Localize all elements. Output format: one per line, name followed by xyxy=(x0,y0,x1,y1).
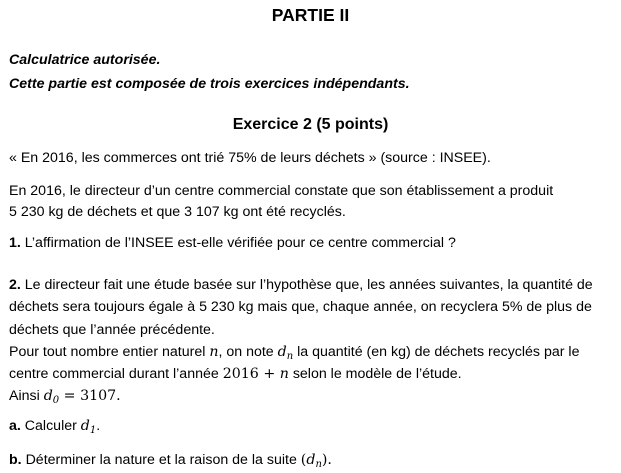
seq-d-letter: d xyxy=(277,344,287,360)
question-1 xyxy=(9,233,456,253)
variable-n: n xyxy=(209,344,219,360)
q2-l4-text-c: la quantité (en kg) de déchets recyclés par le xyxy=(293,344,580,360)
context-line-2: 5 230 kg de déchets et que 3 107 kg ont été recyclés. xyxy=(9,204,346,220)
q2-l4-text-b: , on note xyxy=(218,344,278,360)
question-2-line-2: déchets sera toujours égale à 5 230 kg mais que, chaque année, on recyclera 5% de plus de xyxy=(9,299,592,315)
question-2-line-5 xyxy=(9,364,462,384)
intro-quote: « En 2016, les commerces ont trié 75% de leurs déchets » (source : INSEE). xyxy=(9,150,491,166)
year-expression: 2016 + xyxy=(222,366,280,382)
year-variable-n: n xyxy=(279,366,289,382)
d-zero-value: = 3107. xyxy=(59,388,121,404)
q2-l5-text-a: centre commercial durant l’année xyxy=(9,366,223,382)
d-one xyxy=(81,418,96,434)
sequence-dn xyxy=(306,452,322,468)
question-2-text-1: Le directeur fait une étude basée sur l’hypothèse que, les années suivantes, la quantité de xyxy=(24,277,593,293)
question-2-line-4 xyxy=(9,342,579,362)
q2-l4-text-a: Pour tout nombre entier naturel xyxy=(9,344,210,360)
question-2-line-1 xyxy=(9,275,593,295)
question-2a-text: Calculer xyxy=(24,418,81,434)
question-1-number: 1. xyxy=(9,235,21,251)
d-zero-index: 0 xyxy=(52,395,60,406)
q2-l6-text-a: Ainsi xyxy=(9,388,44,404)
question-2b-text: Déterminer la nature et la raison de la suite xyxy=(25,452,301,468)
exercise-title: Exercice 2 (5 points) xyxy=(232,116,389,133)
question-2a xyxy=(9,416,100,436)
paren-close: ). xyxy=(321,452,332,468)
question-2-number: 2. xyxy=(9,277,21,293)
d-zero-letter: d xyxy=(43,388,53,404)
q2-l5-text-b: selon le modèle de l’étude. xyxy=(288,366,462,382)
d-one-index: 1 xyxy=(89,425,97,436)
question-2b-label: b. xyxy=(9,452,22,468)
question-2a-label: a. xyxy=(9,418,21,434)
seq-d-index: n xyxy=(286,351,294,362)
instruction-calculator: Calculatrice autorisée. xyxy=(9,52,161,68)
question-2a-end: . xyxy=(96,418,101,434)
seq-dn-letter: d xyxy=(306,452,316,468)
sequence-d-n xyxy=(278,344,294,360)
paren-open: ( xyxy=(300,452,307,468)
seq-dn-index: n xyxy=(315,459,322,470)
question-2-line-6 xyxy=(9,386,121,406)
question-2-line-3: déchets que l’année précédente. xyxy=(9,322,215,338)
question-2b xyxy=(9,450,332,470)
d-one-letter: d xyxy=(80,418,90,434)
part-title: PARTIE II xyxy=(271,5,350,25)
question-1-text: L’affirmation de l’INSEE est-elle vérifiée pour ce centre commercial ? xyxy=(24,235,456,251)
context-line-1: En 2016, le directeur d’un centre commercial constate que son établissement a produit xyxy=(9,183,554,199)
d-zero xyxy=(44,388,59,404)
instruction-exercises: Cette partie est composée de trois exercices indépendants. xyxy=(9,76,410,92)
